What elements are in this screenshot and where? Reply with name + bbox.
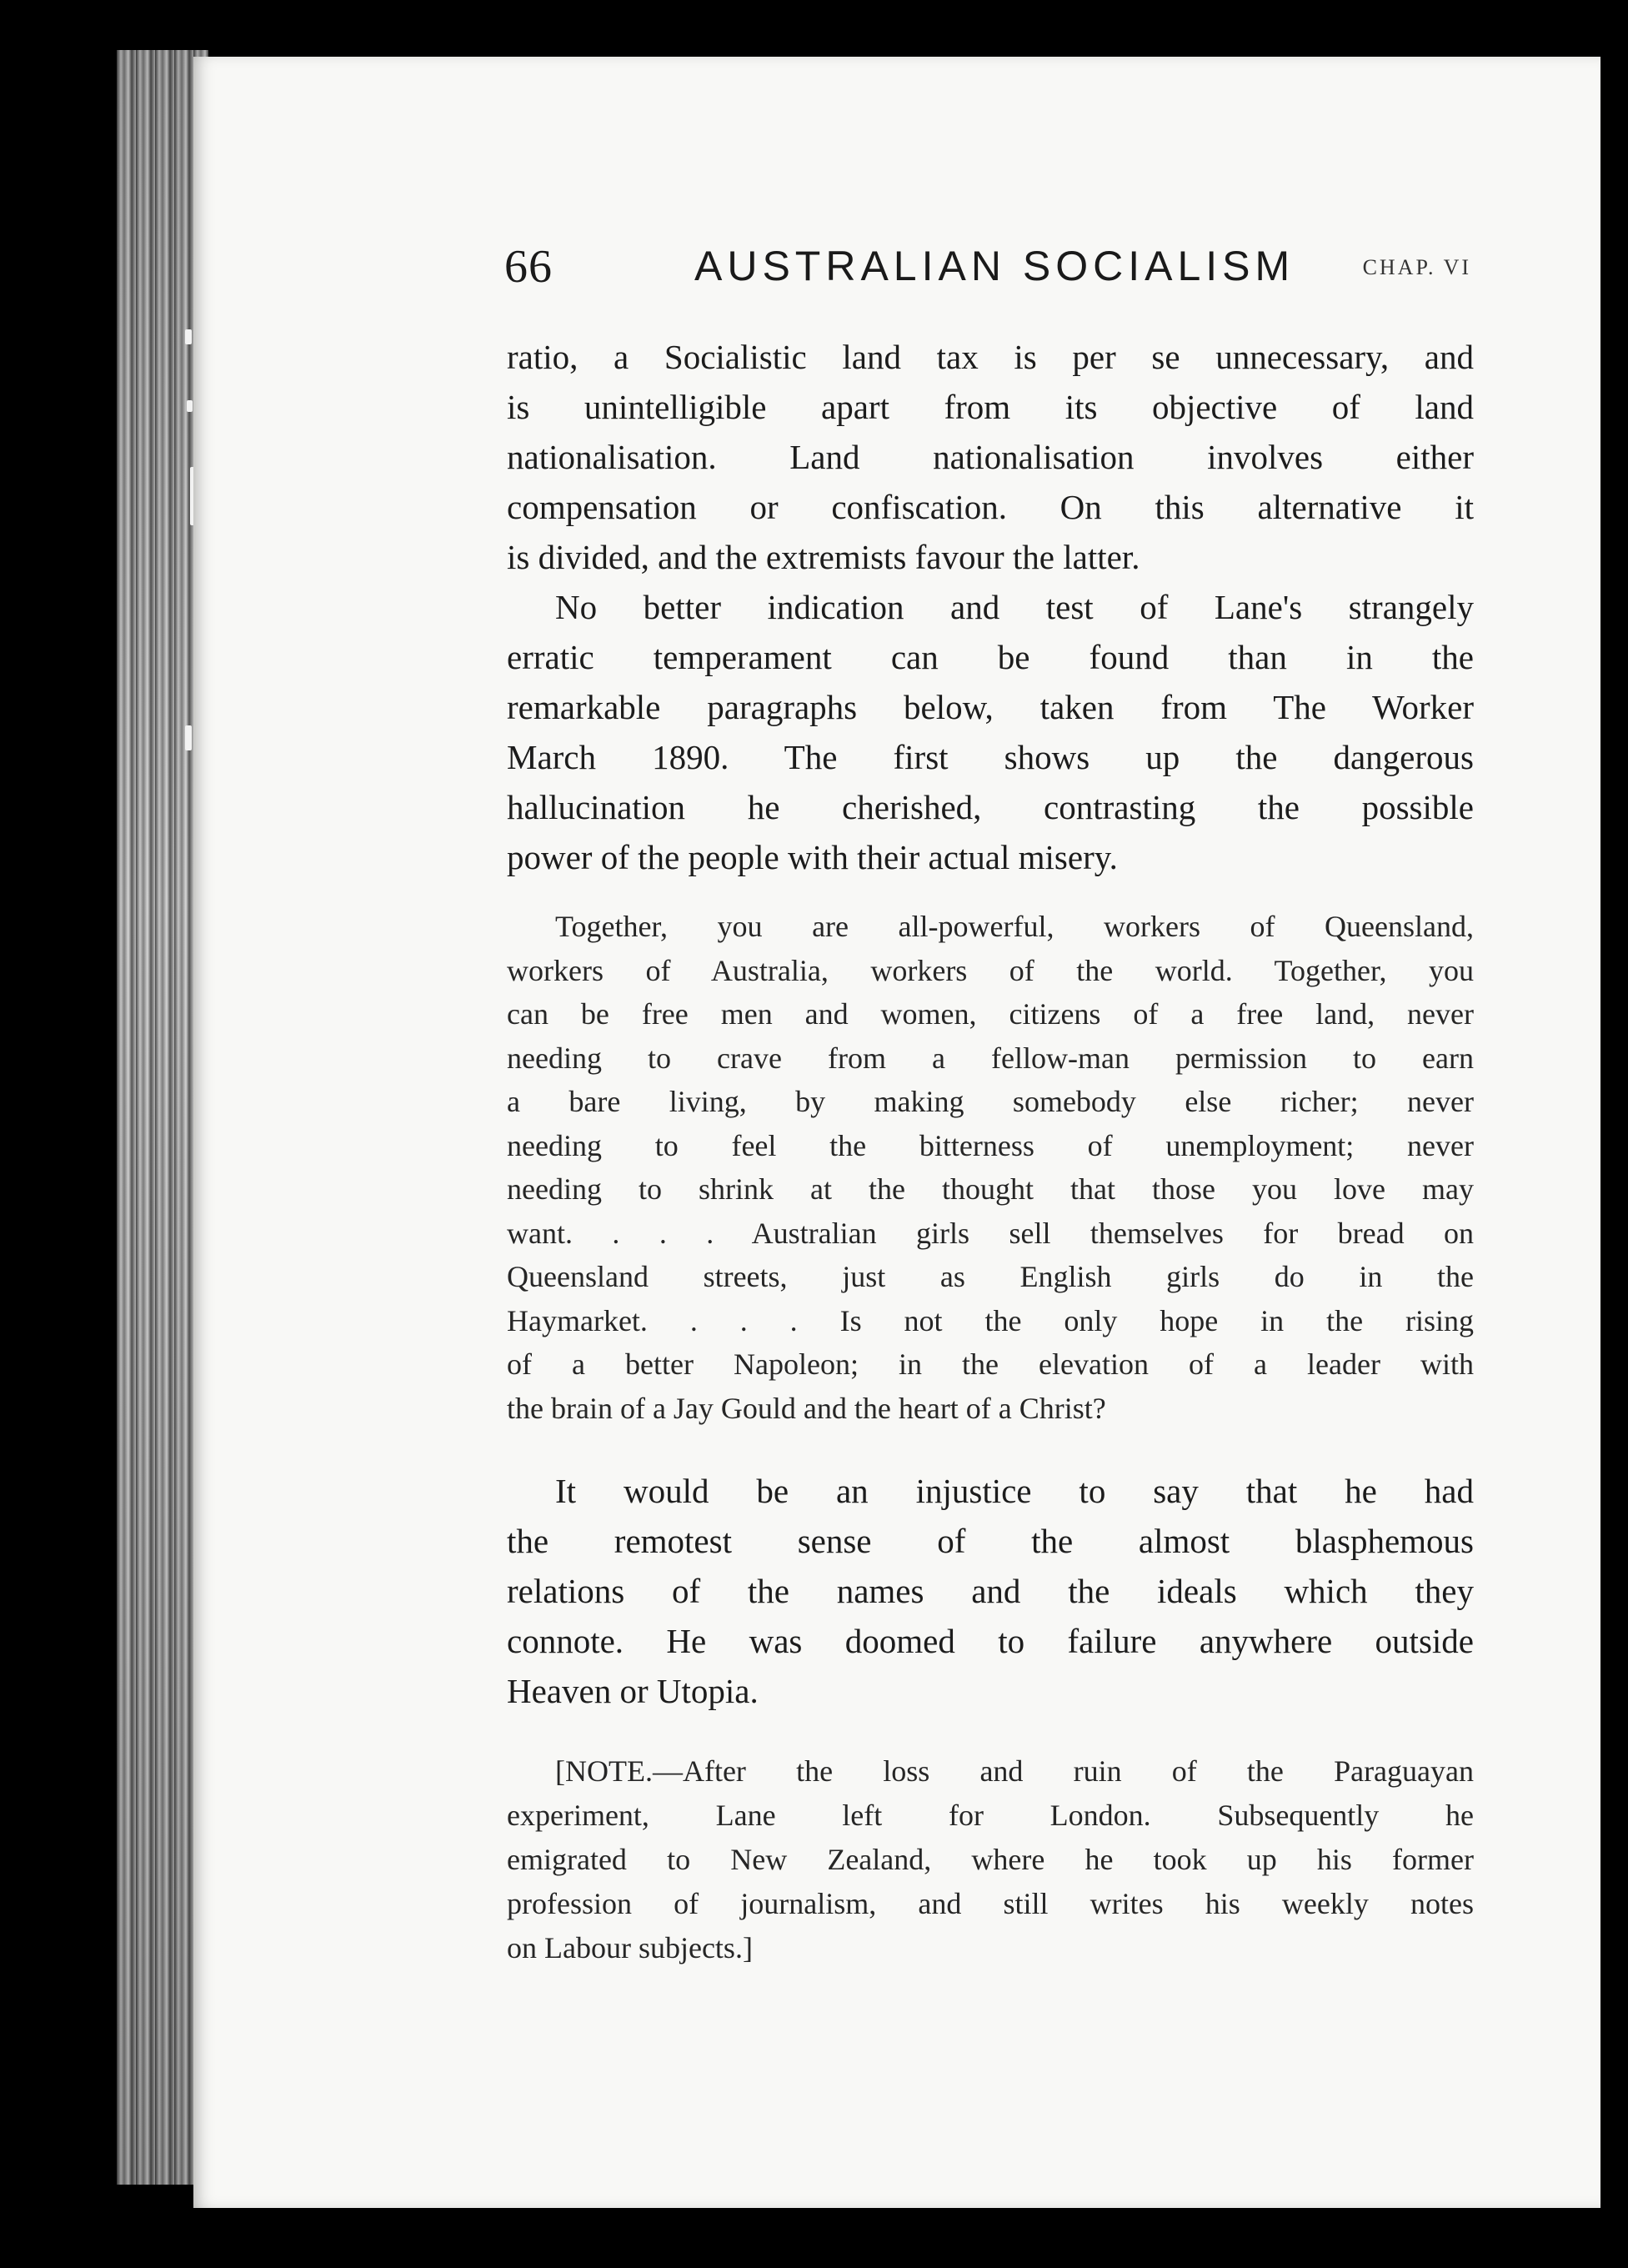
note-line: profession of journalism, and still writes his weekly notes: [507, 1887, 1474, 1920]
text-line: Heaven or Utopia.: [507, 1672, 759, 1710]
note-line: [NOTE.—After the loss and ruin of the Paraguayan: [555, 1754, 1474, 1788]
text-line: relations of the names and the ideals which they: [507, 1572, 1474, 1610]
text-line: It would be an injustice to say that he had: [555, 1472, 1474, 1510]
text-line: power of the people with their actual misery.: [507, 838, 1118, 876]
editorial-note: [507, 1749, 1474, 1970]
margin-speck: [187, 400, 193, 412]
margin-speck: [185, 329, 192, 344]
quote-line: workers of Australia, workers of the world. Together, you: [507, 953, 1474, 987]
page-header: [504, 240, 1471, 299]
body-text: [507, 332, 1474, 882]
text-line: March 1890. The first shows up the dangerous: [507, 738, 1474, 776]
quote-line: needing to feel the bitterness of unemployment; never: [507, 1128, 1474, 1162]
text-line: connote. He was doomed to failure anywhere outside: [507, 1622, 1474, 1660]
quote-line: want. . . . Australian girls sell themselves for bread on: [507, 1216, 1474, 1250]
text-line: erratic temperament can be found than in the: [507, 638, 1474, 676]
note-line: emigrated to New Zealand, where he took up his former: [507, 1843, 1474, 1876]
text-line: nationalisation. Land nationalisation involves either: [507, 438, 1474, 476]
text-line: is unintelligible apart from its objective of land: [507, 388, 1474, 426]
note-line: on Labour subjects.]: [507, 1931, 753, 1964]
text-line: hallucination he cherished, contrasting the possible: [507, 788, 1474, 826]
margin-speck: [185, 725, 192, 750]
text-line: ratio, a Socialistic land tax is per se unnecessary, and: [507, 338, 1474, 376]
text-line: compensation or confiscation. On this alternative it: [507, 488, 1474, 526]
text-line: No better indication and test of Lane's strangely: [555, 588, 1474, 626]
quote-line: the brain of a Jay Gould and the heart of a Christ?: [507, 1391, 1106, 1425]
quote-line: needing to shrink at the thought that those you love may: [507, 1172, 1474, 1206]
quote-line: Queensland streets, just as English girls do in the: [507, 1260, 1474, 1293]
text-line: remarkable paragraphs below, taken from The Worker: [507, 688, 1474, 726]
quote-line: of a better Napoleon; in the elevation of a leader with: [507, 1347, 1474, 1381]
quote-line: Haymarket. . . . Is not the only hope in the rising: [507, 1303, 1474, 1337]
block-quotation: [507, 905, 1474, 1430]
quote-line: needing to crave from a fellow-man permission to earn: [507, 1041, 1474, 1075]
running-title: AUSTRALIAN SOCIALISM: [694, 243, 1295, 289]
text-line: the remotest sense of the almost blasphemous: [507, 1522, 1474, 1560]
chapter-reference: CHAP. VI: [1362, 255, 1471, 279]
body-text-continued: [507, 1466, 1474, 1716]
quote-line: can be free men and women, citizens of a free land, never: [507, 997, 1474, 1031]
text-line: is divided, and the extremists favour the latter.: [507, 538, 1140, 576]
page-number: 66: [504, 241, 553, 293]
note-line: experiment, Lane left for London. Subsequently he: [507, 1799, 1474, 1832]
quote-line: Together, you are all-powerful, workers of Queensland,: [555, 910, 1474, 943]
quote-line: a bare living, by making somebody else richer; never: [507, 1085, 1474, 1118]
